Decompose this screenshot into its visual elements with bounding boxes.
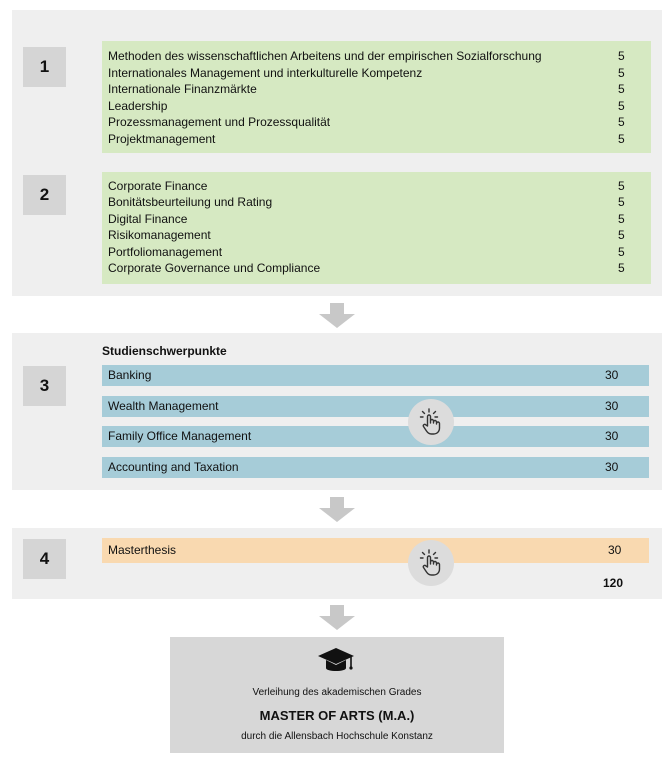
module-ects: 5 — [618, 115, 625, 129]
focus-option-ects: 30 — [605, 429, 619, 443]
degree-institution: durch die Allensbach Hochschule Konstanz — [241, 731, 433, 742]
module-ects: 5 — [618, 228, 625, 242]
module-name: Risikomanagement — [108, 228, 211, 242]
module-row — [108, 131, 651, 147]
module-row — [108, 211, 651, 227]
semester-1-box: 1 — [23, 47, 66, 87]
module-name: Methoden des wissenschaftlichen Arbeitens und der empirischen Sozialforschung — [108, 49, 542, 63]
module-row — [108, 65, 651, 81]
semester-1-modules — [102, 41, 651, 153]
focus-option-wealth-management[interactable] — [102, 396, 649, 417]
module-ects: 5 — [618, 99, 625, 113]
focus-option-label: Family Office Management — [108, 429, 252, 443]
focus-option-ects: 30 — [605, 460, 619, 474]
module-ects: 5 — [618, 82, 625, 96]
total-ects: 120 — [603, 576, 624, 590]
module-name: Internationale Finanzmärkte — [108, 82, 257, 96]
focus-option-accounting[interactable] — [102, 457, 649, 478]
module-row — [108, 227, 651, 243]
module-name: Corporate Finance — [108, 179, 208, 193]
module-name: Prozessmanagement und Prozessqualität — [108, 115, 331, 129]
module-name: Digital Finance — [108, 212, 188, 226]
module-row — [108, 244, 651, 260]
focus-option-label: Banking — [108, 368, 152, 382]
focus-option-family-office[interactable] — [102, 426, 649, 447]
module-name: Corporate Governance und Compliance — [108, 261, 321, 275]
module-row — [108, 178, 651, 194]
focus-areas-heading: Studienschwerpunkte — [102, 344, 227, 358]
module-ects: 5 — [618, 132, 625, 146]
masterthesis-ects: 30 — [608, 543, 622, 557]
module-row — [108, 194, 651, 210]
down-arrow-icon — [319, 497, 355, 522]
module-row — [108, 260, 651, 276]
degree-title: MASTER OF ARTS (M.A.) — [259, 708, 415, 723]
module-row — [108, 48, 651, 64]
degree-box — [170, 637, 504, 753]
down-arrow-icon — [319, 605, 355, 630]
graduation-cap-icon — [316, 646, 356, 676]
focus-option-label: Wealth Management — [108, 399, 219, 413]
hand-pointer-click-icon — [408, 540, 454, 586]
module-name: Bonitätsbeurteilung und Rating — [108, 195, 273, 209]
semester-4-box: 4 — [23, 539, 66, 579]
semester-3-box: 3 — [23, 366, 66, 406]
module-ects: 5 — [618, 195, 625, 209]
module-ects: 5 — [618, 179, 625, 193]
masterthesis-row[interactable] — [102, 538, 649, 563]
masterthesis-label: Masterthesis — [108, 543, 177, 557]
down-arrow-icon — [319, 303, 355, 328]
semester-2-box: 2 — [23, 175, 66, 215]
module-ects: 5 — [618, 49, 625, 63]
module-row — [108, 114, 651, 130]
module-ects: 5 — [618, 212, 625, 226]
module-row — [108, 98, 651, 114]
focus-option-ects: 30 — [605, 399, 619, 413]
semester-2-modules — [102, 172, 651, 284]
module-name: Portfoliomanagement — [108, 245, 223, 259]
module-ects: 5 — [618, 245, 625, 259]
hand-pointer-click-icon — [408, 399, 454, 445]
degree-intro: Verleihung des akademischen Grades — [252, 687, 422, 698]
module-name: Leadership — [108, 99, 168, 113]
focus-option-label: Accounting and Taxation — [108, 460, 239, 474]
module-name: Internationales Management und interkulturelle Kompetenz — [108, 66, 423, 80]
focus-option-ects: 30 — [605, 368, 619, 382]
focus-option-banking[interactable] — [102, 365, 649, 386]
module-name: Projektmanagement — [108, 132, 216, 146]
module-ects: 5 — [618, 261, 625, 275]
module-row — [108, 81, 651, 97]
module-ects: 5 — [618, 66, 625, 80]
